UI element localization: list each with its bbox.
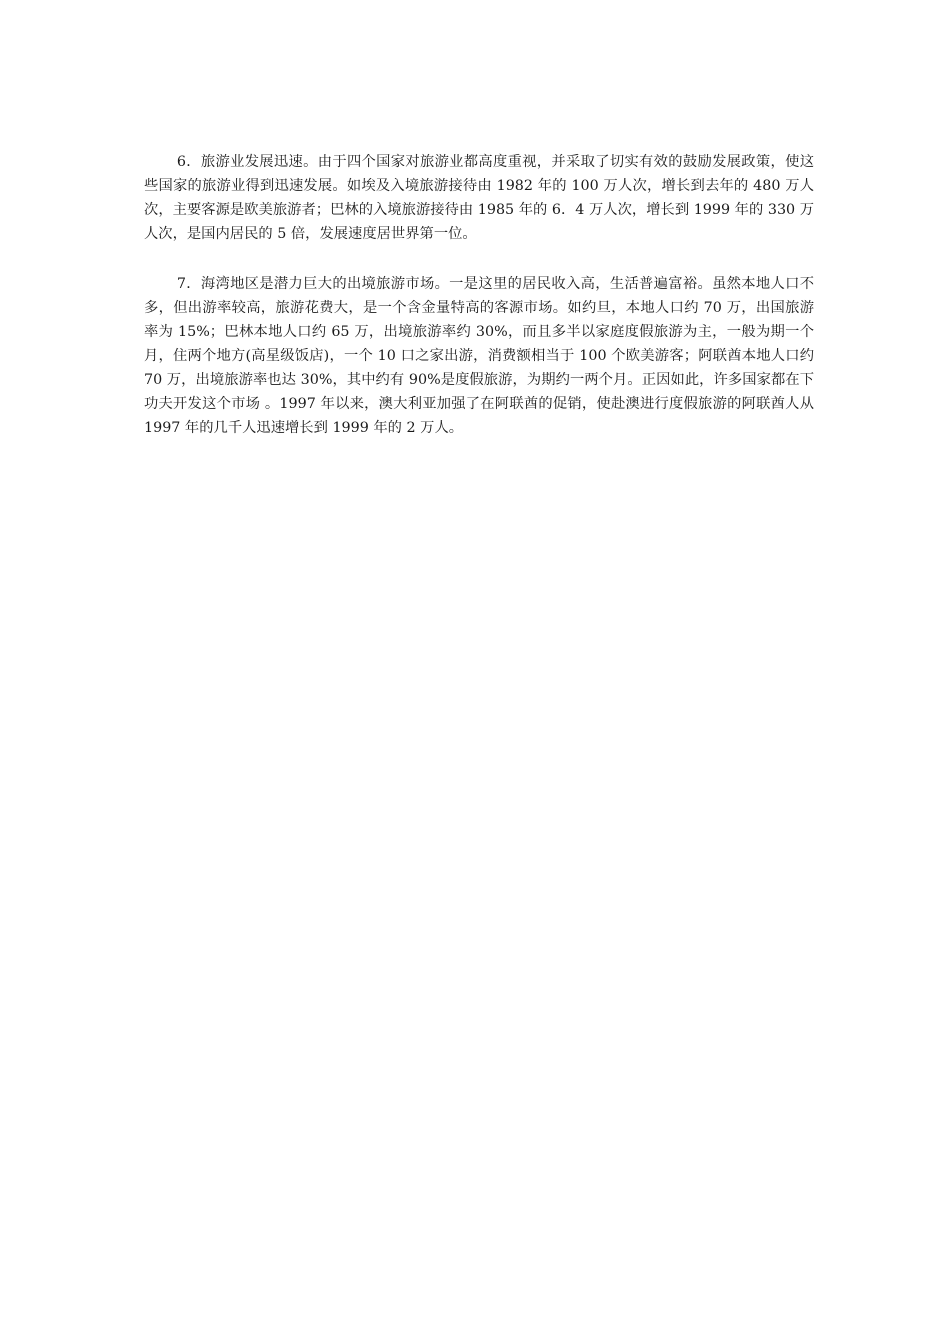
paragraph-6-tourism-growth: 6．旅游业发展迅速。由于四个国家对旅游业都高度重视，并采取了切实有效的鼓励发展政策，使这些国家的旅游业得到迅速发展。如埃及入境旅游接待由 1982 年的 100 万人次，增长到去年的 480 万人次，主要客源是欧美旅游者；巴林的入境旅游接待由 1985 年的 6．4 万人次，增长到 1999 年的 330 万人次，是国内居民的 5 倍，发展速度居世界第一位。 — [144, 154, 814, 242]
paragraph-7-gulf-outbound-market: 7．海湾地区是潜力巨大的出境旅游市场。一是这里的居民收入高，生活普遍富裕。虽然本地人口不多，但出游率较高，旅游花费大，是一个含金量特高的客源市场。如约旦，本地人口约 70 万，出国旅游率为 15%；巴林本地人口约 65 万，出境旅游率约 30%，而且多半以家庭度假旅游为主，一般为期一个月，住两个地方(高星级饭店)，一个 10 口之家出游，消费额相当于 100 个欧美游客；阿联酋本地人口约 70 万，出境旅游率也达 30%，其中约有 90%是度假旅游，为期约一两个月。正因如此，许多国家都在下功夫开发这个市场 。1997 年以来，澳大利亚加强了在阿联酋的促销，使赴澳进行度假旅游的阿联酋人从 1997 年的几千人迅速增长到 1999 年的 2 万人。 — [144, 276, 814, 436]
document-body — [144, 150, 814, 440]
